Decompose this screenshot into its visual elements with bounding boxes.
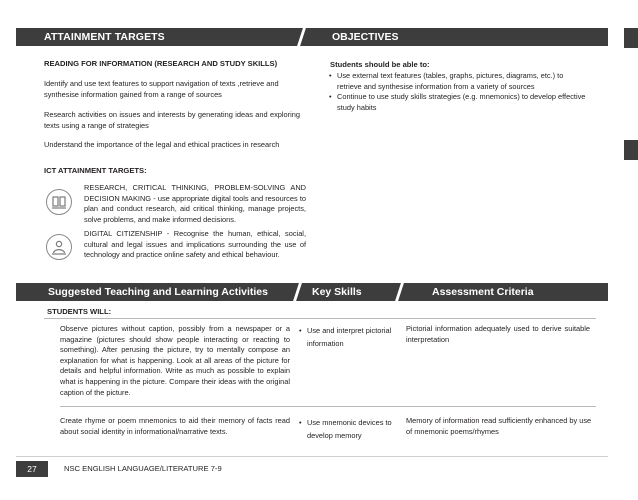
activity-cell: Observe pictures without caption, possibly from a newspaper or a magazine (pictures should show people interacting or reacting to something). After perusing the picture, try to mentally compose an explanation for what is happening. Look at all areas of the picture for details and helpful information. Write as much as possible to explain what is happening in the picture. Compare their ideas with the original caption of the picture. — [60, 324, 290, 397]
table-divider — [44, 318, 596, 319]
side-tab-top — [624, 28, 638, 48]
ict-item-digital-citizenship: DIGITAL CITIZENSHIP - Recognise the human, ethical, social, cultural and legal issues and implications surrounding the use of technology and practice online safety and ethical behaviour. — [84, 229, 306, 260]
key-skills-column-title: Key Skills — [312, 286, 362, 298]
reading-info-heading: READING FOR INFORMATION (RESEARCH AND STUDY SKILLS) — [44, 59, 278, 68]
key-skill-item: • Use and interpret pictorial information — [298, 324, 394, 350]
page-number: 27 — [16, 461, 48, 477]
attainment-paragraph: Identify and use text features to support navigation of texts ,retrieve and synthesise information gained from a range of sources — [44, 79, 279, 99]
objectives-heading: Students should be able to: — [330, 60, 430, 69]
key-skill-cell — [298, 416, 394, 442]
header-divider — [395, 283, 404, 301]
research-icon — [46, 189, 72, 215]
key-skill-item: • Use mnemonic devices to develop memory — [298, 416, 394, 442]
header-divider — [293, 283, 302, 301]
criteria-cell: Pictorial information adequately used to derive suitable interpretation — [406, 324, 590, 344]
side-tab-marker — [624, 140, 638, 160]
students-will-label: STUDENTS WILL: — [47, 307, 112, 316]
ict-item-research: RESEARCH, CRITICAL THINKING, PROBLEM-SOLVING AND DECISION MAKING - use appropriate digital tools and resources to plan and conduct research, aid critical thinking, manage projects, solve problems, and make informed decisions. — [84, 183, 306, 224]
activities-column-title: Suggested Teaching and Learning Activities — [48, 286, 268, 298]
activity-cell: Create rhyme or poem mnemonics to aid their memory of facts read about social identity in informational/narrative texts. — [60, 416, 290, 436]
digital-citizenship-icon — [46, 234, 72, 260]
key-skill-cell — [298, 324, 394, 350]
attainment-paragraph: Understand the importance of the legal and ethical practices in research — [44, 140, 280, 149]
attainment-targets-title: ATTAINMENT TARGETS — [44, 31, 165, 43]
activities-header — [16, 283, 608, 301]
header-divider — [297, 28, 306, 46]
objectives-list — [328, 71, 590, 113]
footer-title: NSC ENGLISH LANGUAGE/LITERATURE 7-9 — [64, 464, 222, 473]
objectives-title: OBJECTIVES — [332, 31, 399, 43]
objective-item: • Continue to use study skills strategies (e.g. mnemonics) to develop effective study habits — [328, 92, 590, 113]
ict-heading: ICT ATTAINMENT TARGETS: — [44, 166, 147, 175]
table-divider — [60, 406, 596, 407]
footer-rule — [16, 456, 608, 457]
attainment-objectives-header — [16, 28, 608, 46]
attainment-paragraph: Research activities on issues and interests by generating ideas and exploring texts using a range of strategies — [44, 110, 300, 130]
assessment-criteria-column-title: Assessment Criteria — [432, 286, 534, 298]
criteria-cell: Memory of information read sufficiently enhanced by use of mnemonic poems/rhymes — [406, 416, 592, 436]
objective-item: • Use external text features (tables, graphs, pictures, diagrams, etc.) to retrieve and synthesise information from a variety of sources — [328, 71, 590, 92]
